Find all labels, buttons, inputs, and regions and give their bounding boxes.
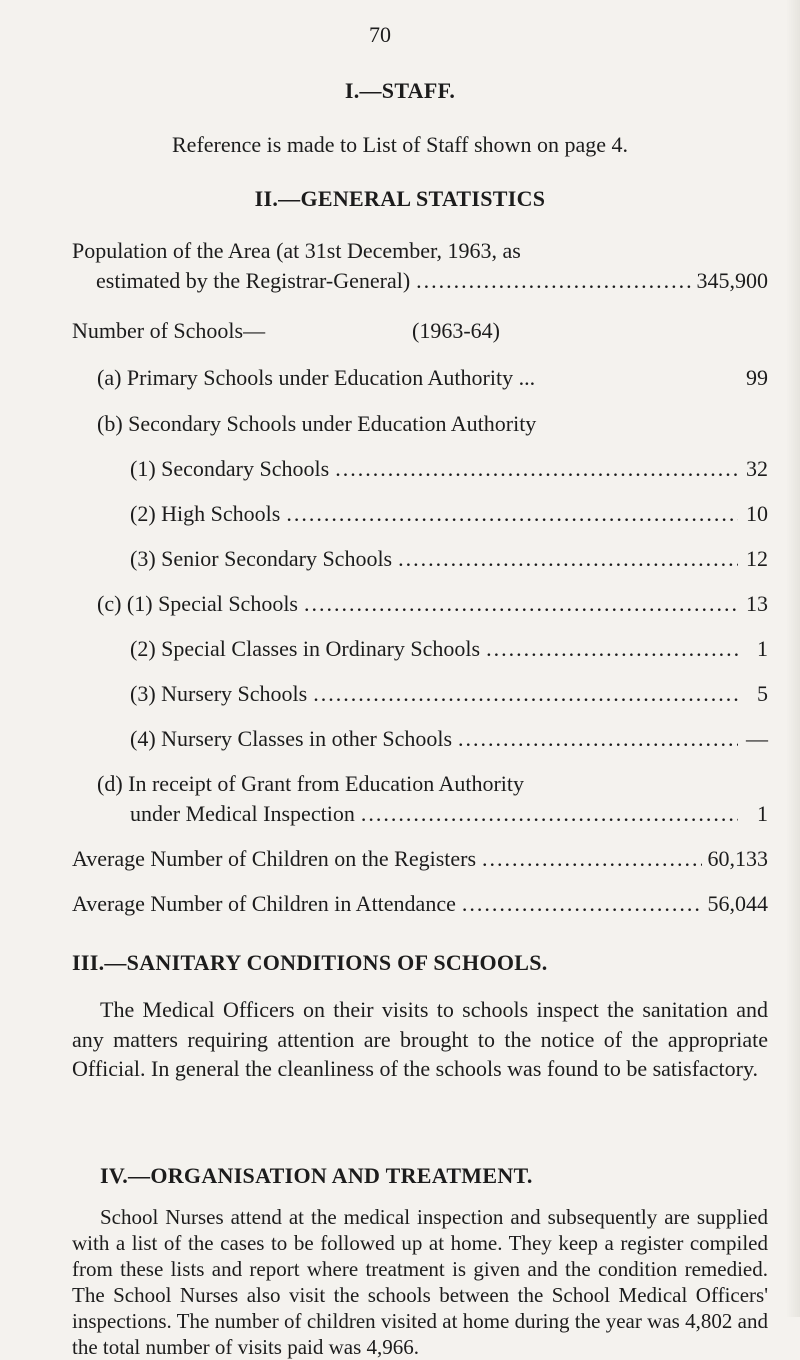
leader-dots: [335, 456, 738, 482]
attendance-label: Average Number of Children in Attendance: [72, 891, 456, 916]
special-3-value: 5: [757, 681, 768, 706]
staff-heading: I.—STAFF.: [344, 78, 456, 103]
special-1-label: (c) (1) Special Schools: [97, 591, 298, 616]
secondary-heading: (b) Secondary Schools under Education Authority: [97, 411, 537, 436]
general-statistics-heading: II.—GENERAL STATISTICS: [254, 186, 546, 211]
leader-dots: [462, 891, 702, 917]
schools-label: Number of Schools—: [72, 318, 266, 343]
page-number: 70: [369, 22, 391, 47]
secondary-2-value: 10: [746, 501, 768, 526]
special-2-value: 1: [757, 636, 768, 661]
population-row: [96, 268, 768, 294]
grant-value: 1: [757, 801, 768, 826]
registers-row: [72, 846, 768, 872]
sanitary-paragraph: The Medical Officers on their visits to schools inspect the sanitation and any matters requiring attention are brought to the notice of the appropriate Official. In general the cleanliness of the schools was found to be satisfactory.: [72, 997, 768, 1081]
special-3-row: [130, 681, 768, 707]
special-1-row: [97, 591, 768, 617]
secondary-3-value: 12: [746, 546, 768, 571]
secondary-3-label: (3) Senior Secondary Schools: [130, 546, 393, 571]
leader-dots: [361, 801, 738, 827]
primary-label: (a) Primary Schools under Education Authority ...: [97, 365, 536, 390]
population-value: 345,900: [696, 268, 768, 293]
primary-value: 99: [746, 365, 768, 390]
leader-dots: [416, 268, 690, 294]
special-2-row: [130, 636, 768, 662]
sanitary-heading: III.—SANITARY CONDITIONS OF SCHOOLS.: [72, 950, 548, 975]
staff-text: Reference is made to List of Staff shown on page 4.: [172, 132, 628, 157]
registers-label: Average Number of Children on the Registers: [72, 846, 477, 871]
organisation-heading: IV.—ORGANISATION AND TREATMENT.: [100, 1163, 533, 1188]
special-4-row: [130, 726, 768, 752]
secondary-1-row: [130, 456, 768, 482]
grant-label: under Medical Inspection: [130, 801, 355, 826]
secondary-1-value: 32: [746, 456, 768, 481]
leader-dots: [458, 726, 738, 752]
attendance-row: [72, 891, 768, 917]
leader-dots: [313, 681, 738, 707]
population-label: estimated by the Registrar-General): [96, 268, 411, 293]
grant-line1: (d) In receipt of Grant from Education Authority: [97, 771, 525, 796]
population-line1: Population of the Area (at 31st December, 1963, as: [72, 238, 521, 263]
primary-row: [97, 365, 768, 391]
special-1-value: 13: [746, 591, 768, 616]
secondary-3-row: [130, 546, 768, 572]
secondary-1-label: (1) Secondary Schools: [130, 456, 330, 481]
leader-dots: [486, 636, 738, 662]
special-4-label: (4) Nursery Classes in other Schools: [130, 726, 453, 751]
schools-year: (1963-64): [412, 318, 500, 343]
special-4-value: —: [746, 726, 768, 751]
secondary-2-label: (2) High Schools: [130, 501, 281, 526]
leader-dots: [304, 591, 738, 617]
leader-dots: [286, 501, 738, 527]
special-3-label: (3) Nursery Schools: [130, 681, 308, 706]
special-2-label: (2) Special Classes in Ordinary Schools: [130, 636, 481, 661]
organisation-paragraph: School Nurses attend at the medical inspection and subsequently are supplied with a list of the cases to be followed up at home. They keep a register compiled from these lists and report where treatment is given and the condition remedied. The School Nurses also visit the schools between the School Medical Officers' inspections. The number of children visited at home during the year was 4,802 and the total number of visits paid was 4,966.: [72, 1205, 768, 1359]
leader-dots: [398, 546, 738, 572]
leader-dots: [482, 846, 701, 872]
secondary-2-row: [130, 501, 768, 527]
grant-row: [130, 801, 768, 827]
attendance-value: 56,044: [707, 891, 768, 916]
registers-value: 60,133: [707, 846, 768, 871]
